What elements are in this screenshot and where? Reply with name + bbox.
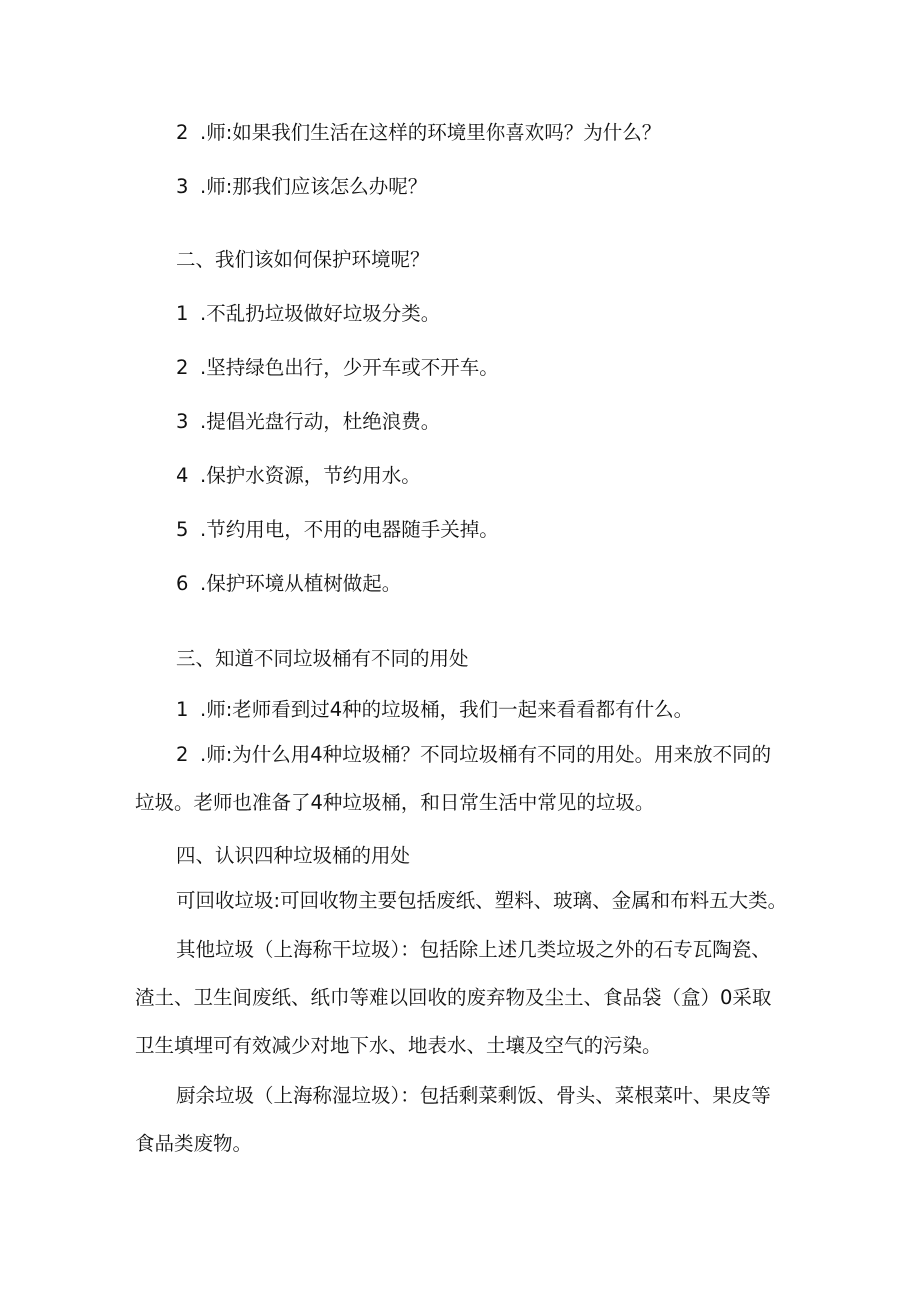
item-number: 1	[176, 698, 189, 721]
item-number: 4	[176, 464, 189, 487]
item-number: 2	[176, 356, 189, 379]
list-item	[176, 517, 499, 543]
item-number: 2	[176, 743, 189, 766]
paragraph-other-line: 其他垃圾（上海称干垃圾）：包括除上述几类垃圾之外的石专瓦陶瓷、	[176, 938, 771, 961]
section-heading: 三、知道不同垃圾桶有不同的用处	[176, 647, 469, 670]
item-number: 1	[176, 302, 189, 325]
item-text: .坚持绿色出行，少开车或不开车。	[200, 356, 499, 379]
item-number: 6	[176, 572, 189, 595]
item-number: 2	[176, 121, 189, 144]
item-text: .师:老师看到过4种的垃圾桶，我们一起来看看都有什么。	[200, 698, 694, 721]
item-number: 3	[176, 410, 189, 433]
item-text: .节约用电，不用的电器随手关掉。	[200, 518, 499, 541]
paragraph-kitchen-line: 厨余垃圾（上海称湿垃圾）：包括剩菜剩饭、骨头、菜根菜叶、果皮等	[176, 1084, 771, 1107]
list-item	[176, 742, 771, 768]
item-text: .师:如果我们生活在这样的环境里你喜欢吗？为什么？	[200, 121, 662, 144]
paragraph-other-line: 渣土、卫生间废纸、纸巾等难以回收的废弃物及尘土、食品袋（盒）0采取	[135, 986, 772, 1009]
list-item	[176, 571, 401, 597]
list-item-continuation: 垃圾。老师也准备了4种垃圾桶，和日常生活中常见的垃圾。	[135, 791, 655, 814]
item-text: .师:那我们应该怎么办呢？	[200, 175, 428, 198]
paragraph-recyclable: 可回收垃圾:可回收物主要包括废纸、塑料、玻璃、金属和布料五大类。	[176, 889, 788, 912]
list-item	[176, 463, 421, 489]
list-item	[176, 301, 440, 327]
item-text: .提倡光盘行动，杜绝浪费。	[200, 410, 441, 433]
paragraph-other-line: 卫生填埋可有效减少对地下水、地表水、土壤及空气的污染。	[135, 1034, 662, 1057]
section-heading: 二、我们该如何保护环境呢？	[176, 248, 430, 271]
item-text: .保护水资源，节约用水。	[200, 464, 421, 487]
item-text: .不乱扔垃圾做好垃圾分类。	[200, 302, 441, 325]
list-item	[176, 409, 440, 435]
paragraph-kitchen-line: 食品类废物。	[135, 1132, 253, 1155]
item-text: .师:为什么用4种垃圾桶？不同垃圾桶有不同的用处。用来放不同的	[200, 743, 772, 766]
item-text: .保护环境从植树做起。	[200, 572, 402, 595]
list-item	[176, 174, 427, 200]
list-item	[176, 697, 693, 723]
item-number: 5	[176, 518, 189, 541]
item-number: 3	[176, 175, 189, 198]
section-heading: 四、认识四种垃圾桶的用处	[176, 844, 411, 867]
list-item	[176, 355, 499, 381]
list-item	[176, 120, 661, 146]
